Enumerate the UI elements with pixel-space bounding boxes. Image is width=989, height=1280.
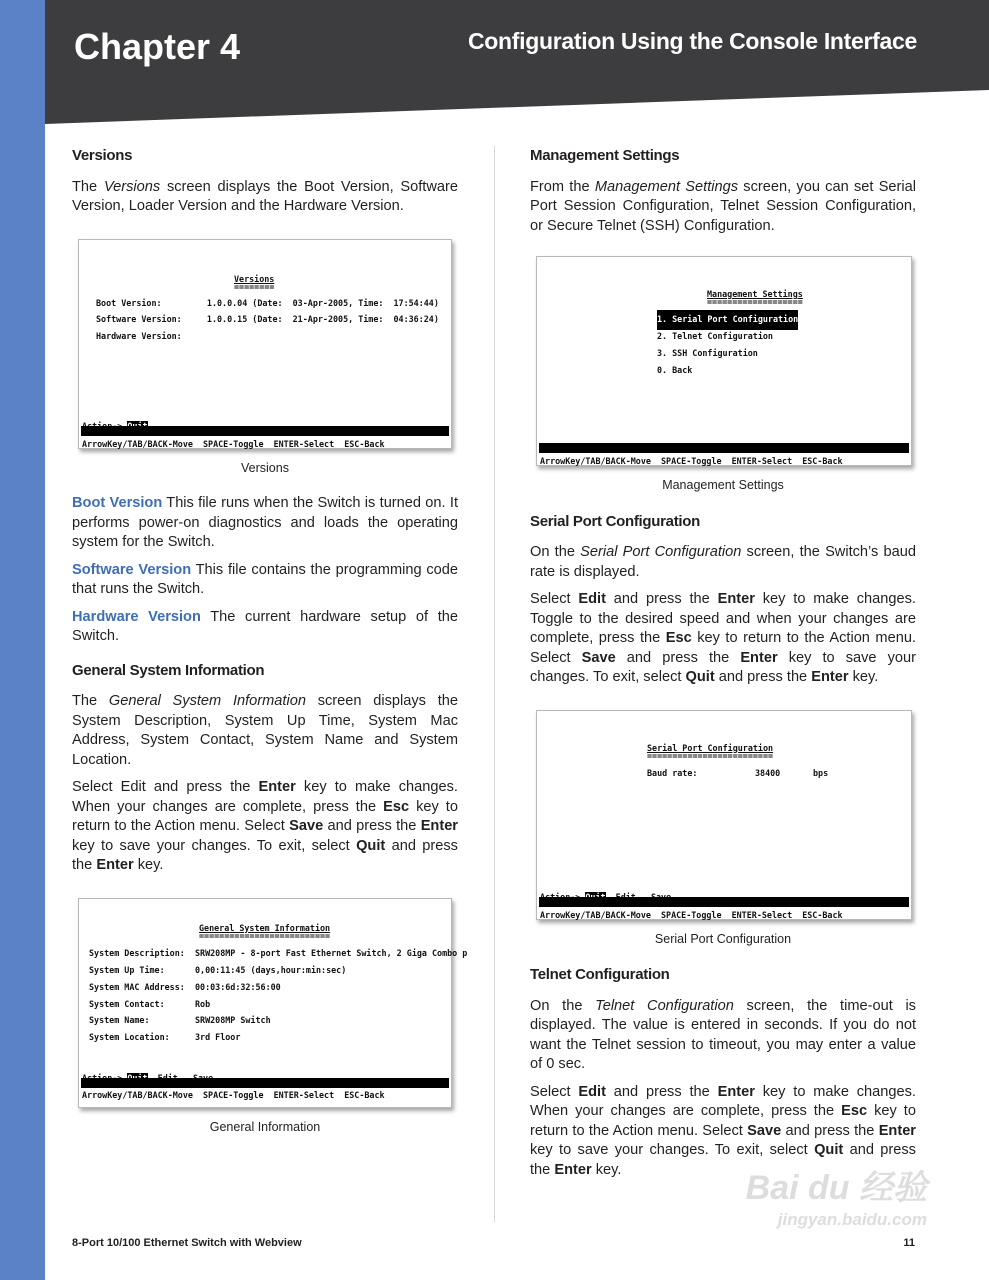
baud-rate-unit: bps	[813, 767, 829, 778]
versions-screenshot	[78, 239, 452, 449]
serial-caption: Serial Port Configuration	[654, 931, 792, 946]
right-column	[530, 146, 916, 1188]
column-divider	[494, 146, 495, 1222]
baud-rate-label: Baud rate:	[647, 767, 698, 778]
chapter-number: Chapter 4	[74, 26, 241, 67]
menu-item-ssh: 3. SSH Configuration	[657, 348, 758, 358]
general-heading: General System Information	[72, 661, 265, 679]
baidu-watermark-logo: Bai du 经验	[745, 1169, 927, 1207]
key-help: ArrowKey/TAB/BACK-Move SPACE-Toggle ENTER-Select ESC-Back	[82, 438, 385, 449]
system-mac-value: 00:03:6d:32:56:00	[195, 981, 281, 992]
software-version-term: Software Version	[72, 561, 192, 578]
system-name-label: System Name:	[89, 1014, 150, 1025]
screen-underline: ========	[234, 281, 275, 292]
boot-version-row: Boot Version: 1.0.0.04 (Date: 03-Apr-2005, Time: 17:54:44)	[96, 297, 439, 308]
system-uptime-value: 0,00:11:45 (days,hour:min:sec)	[195, 964, 347, 975]
telnet-instructions: Select Edit and press the Enter key to make changes. When your changes are complete, press the Esc key to return to the Action menu. Select Save and press the Enter key to save your changes. To exit, select Quit and press the Enter key.	[530, 1083, 916, 1178]
general-screenshot	[78, 898, 468, 1108]
footer-product-name: 8-Port 10/100 Ethernet Switch with Webview	[72, 1237, 302, 1249]
mgmt-screenshot	[536, 256, 912, 466]
serial-screenshot	[536, 710, 912, 920]
versions-caption: Versions	[241, 460, 289, 475]
key-help: ArrowKey/TAB/BACK-Move SPACE-Toggle ENTER-Select ESC-Back	[540, 456, 843, 466]
versions-heading: Versions	[72, 147, 133, 164]
boot-version-term: Boot Version	[72, 495, 163, 511]
hardware-version-term: Hardware Version	[72, 608, 201, 625]
mgmt-intro: From the Management Settings screen, you can set Serial Port Session Configuration, Telnet Session Configuration, or Secure Telnet (SSH) Configuration.	[530, 178, 917, 234]
software-version-row: Software Version: 1.0.0.15 (Date: 21-Apr-2005, Time: 04:36:24)	[96, 313, 439, 324]
versions-screen-title: Versions	[234, 273, 275, 284]
boot-version-desc: Boot Version This file runs when the Switch is turned on. It performs power-on diagnostics and loads the operating system for the Switch.	[72, 495, 458, 550]
general-screen-title: General System Information	[199, 922, 331, 933]
telnet-intro: On the Telnet Configuration screen, the time-out is displayed. The value is entered in seconds. If you do not want the Telnet session to timeout, you may enter a value of 0 sec.	[530, 997, 916, 1072]
screen-underline: ===================	[707, 297, 803, 307]
mgmt-heading: Management Settings	[530, 147, 680, 164]
key-help: ArrowKey/TAB/BACK-Move SPACE-Toggle ENTER-Select ESC-Back	[82, 1089, 385, 1100]
system-description-label: System Description:	[89, 947, 185, 958]
system-mac-label: System MAC Address:	[89, 981, 185, 992]
telnet-heading: Telnet Configuration	[530, 966, 670, 983]
page-number: 11	[903, 1237, 915, 1249]
system-description-value: SRW208MP - 8-port Fast Ethernet Switch, 2 Giga Combo p	[195, 947, 468, 958]
left-sidebar-band	[0, 0, 45, 1280]
baidu-watermark-url: jingyan.baidu.com	[777, 1210, 927, 1229]
system-location-label: System Location:	[89, 1031, 170, 1042]
menu-item-serial-port: 1. Serial Port Configuration	[657, 310, 798, 330]
general-caption: General Information	[209, 1119, 321, 1134]
mgmt-screen-title: Management Settings	[707, 289, 803, 299]
key-help: ArrowKey/TAB/BACK-Move SPACE-Toggle ENTER-Select ESC-Back	[540, 909, 843, 920]
general-intro: The General System Information screen displays the System Description, System Up Time, System Mac Address, System Contact, System Name and System Location.	[72, 693, 458, 768]
system-contact-label: System Contact:	[89, 998, 165, 1009]
software-version-desc: Software Version This file contains the programming code that runs the Switch.	[72, 561, 458, 597]
versions-intro: The Versions screen displays the Boot Version, Software Version, Loader Version and the Hardware Version.	[72, 178, 458, 214]
serial-instructions: Select Edit and press the Enter key to make changes. Toggle to the desired speed and when your changes are complete, press the Esc key to return to the Action menu. Select Save and press the Enter key to save your changes. To exit, select Quit and press the Enter key.	[530, 591, 916, 685]
hardware-version-desc: Hardware Version The current hardware setup of the Switch.	[72, 608, 458, 644]
general-instructions: Select Edit and press the Enter key to make changes. When your changes are complete, press the Esc key to return to the Action menu. Select Save and press the Enter key to save your changes. To exit, select Quit and press the Enter key.	[72, 779, 458, 873]
screen-underline: ==========================	[199, 930, 331, 941]
hardware-version-row: Hardware Version:	[96, 330, 182, 341]
chapter-title: Configuration Using the Console Interface	[467, 28, 917, 54]
system-contact-value: Rob	[195, 998, 211, 1009]
menu-item-back: 0. Back	[657, 365, 693, 375]
left-column	[72, 146, 468, 1153]
serial-screen-title: Serial Port Configuration	[647, 742, 774, 753]
system-uptime-label: System Up Time:	[89, 964, 165, 975]
serial-heading: Serial Port Configuration	[530, 512, 701, 530]
screen-underline: =========================	[647, 750, 774, 761]
mgmt-caption: Management Settings	[662, 478, 784, 492]
menu-item-telnet: 2. Telnet Configuration	[657, 331, 773, 341]
baud-rate-value: 38400	[755, 767, 781, 778]
serial-intro: On the Serial Port Configuration screen, the Switch’s baud rate is displayed.	[530, 544, 916, 580]
system-name-value: SRW208MP Switch	[195, 1014, 271, 1025]
system-location-value: 3rd Floor	[195, 1031, 241, 1042]
